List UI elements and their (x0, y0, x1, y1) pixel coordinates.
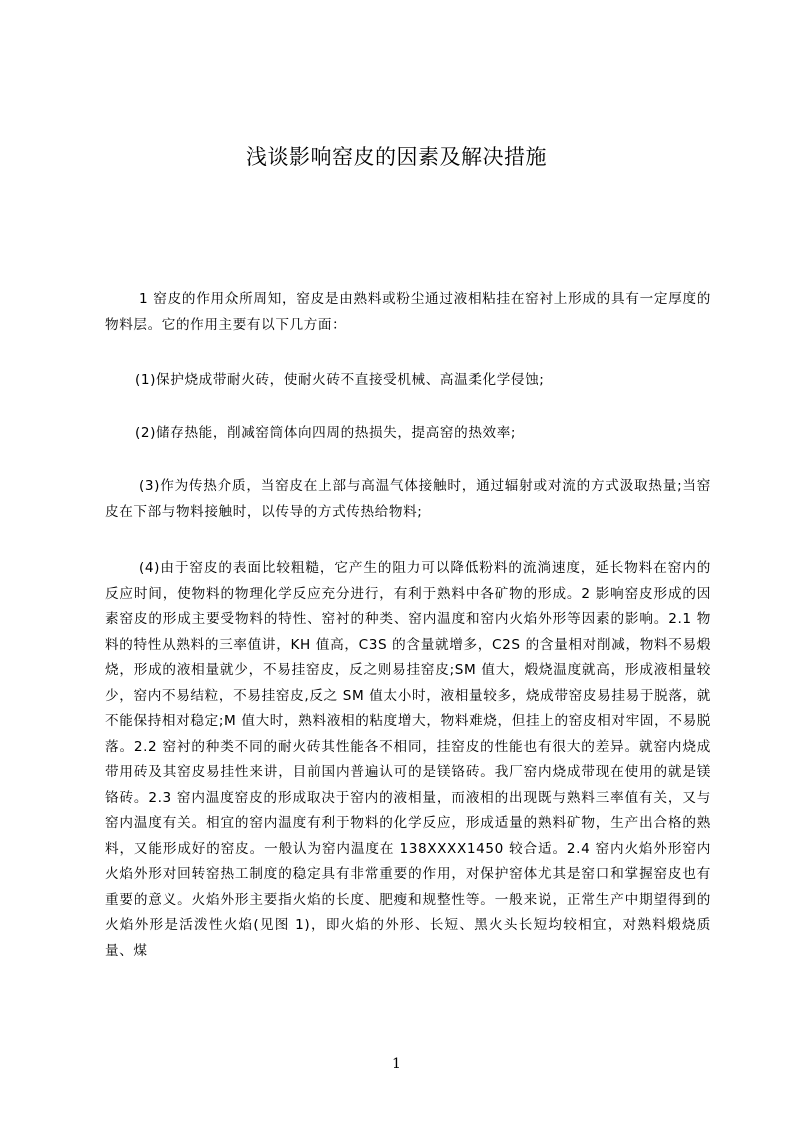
paragraph-protect-refractory: (1)保护烧成带耐火砖，使耐火砖不直接受机械、高温柔化学侵蚀; (135, 372, 545, 388)
paragraph-store-heat: (2)储存热能，削减窑筒体向四周的热损失，提高窑的热效率; (135, 425, 517, 441)
paragraph-kiln-skin-role: 1 窑皮的作用众所周知，窑皮是由熟料或粉尘通过液相粘挂在窑衬上形成的具有一定厚度的物料层。它的作用主要有以下几方面： (105, 291, 711, 333)
document-title: 浅谈影响窑皮的因素及解决措施 (246, 145, 547, 169)
paragraph-heat-transfer: (3)作为传热介质，当窑皮在上部与高温气体接触时，通过辐射或对流的方式汲取热量;当窑皮在下部与物料接触时，以传导的方式传热给物料; (105, 478, 711, 520)
paragraph-influencing-factors: (4)由于窑皮的表面比较粗糙，它产生的阻力可以降低粉料的流淌速度，延长物料在窑内的反应时间，使物料的物理化学反应充分进行，有利于熟料中各矿物的形成。2 影响窑皮形成的因素窑皮的形成主要受物料的特性、窑衬的种类、窑内温度和窑内火焰外形等因素的影响。2.1 物料的特性从熟料的三率值讲，KH 值高，C3S 的含量就增多，C2S 的含量相对削减，物料不易煅烧，形成的液相量就少，不易挂窑皮，反之则易挂窑皮;SM 值大，煅烧温度就高，形成液相量较少，窑内不易结粒，不易挂窑皮,反之 SM 值太小时，液相量较多，烧成带窑皮易挂易于脱落，就不能保持相对稳定;M 值大时，熟料液相的粘度增大，物料难烧，但挂上的窑皮相对牢固，不易脱落。2.2 窑衬的种类不同的耐火砖其性能各不相同，挂窑皮的性能也有很大的差异。就窑内烧成带用砖及其窑皮易挂性来讲，目前国内普遍认可的是镁铬砖。我厂窑内烧成带现在使用的就是镁铬砖。2.3 窑内温度窑皮的形成取决于窑内的液相量，而液相的出现既与熟料三率值有关，又与窑内温度有关。相宜的窑内温度有利于物料的化学反应，形成适量的熟料矿物，生产出合格的熟料，又能形成好的窑皮。一般认为窑内温度在 138XXXX1450 较合适。2.4 窑内火焰外形窑内火焰外形对回转窑热工制度的稳定具有非常重要的作用，对保护窑体尤其是窑口和掌握窑皮也有重要的意义。火焰外形主要指火焰的长度、肥瘦和规整性等。一般来说，正常生产中期望得到的火焰外形是活泼性火焰(见图 1)，即火焰的外形、长短、黑火头长短均较相宜，对熟料煅烧质量、煤 (105, 560, 711, 959)
page-number: 1 (392, 1056, 401, 1072)
